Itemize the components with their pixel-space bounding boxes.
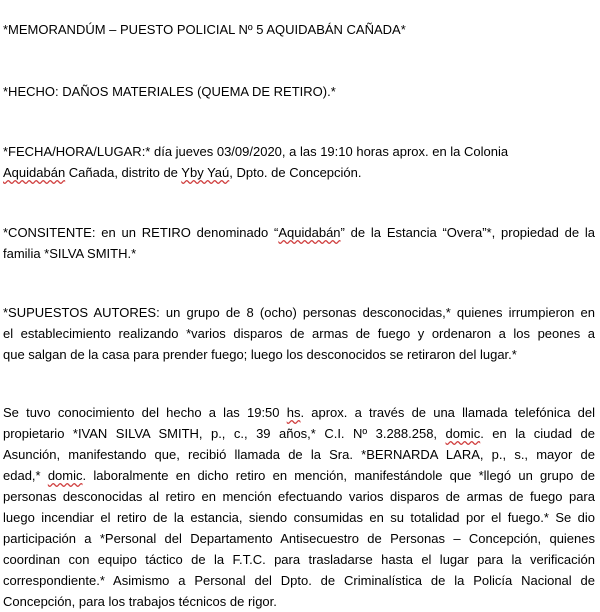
spell-flag-domic-2: domic — [47, 468, 83, 483]
fecha-line-1: *FECHA/HORA/LUGAR:* día jueves 03/09/2020, a las 19:10 horas aprox. en la Colonia — [3, 144, 509, 159]
memo-title — [3, 19, 595, 40]
relato-line-1-c: . aprox. a través de una llamada telefónica del — [300, 405, 595, 420]
fecha-line-2-text-b: , Dpto. de Concepción. — [229, 165, 362, 180]
fecha-line-2 — [3, 162, 595, 183]
consistente-paragraph — [3, 222, 595, 264]
autores-paragraph — [3, 302, 595, 365]
relato-line-9: correspondiente.* Asimismo a Personal del Dpto. de Criminalística de la Policía Nacional de — [3, 573, 595, 588]
autores-line-1: *SUPUESTOS AUTORES: un grupo de 8 (ocho) personas desconocidas,* quienes irrumpieron en — [3, 305, 595, 320]
memo-title-text: *MEMORANDÚM – PUESTO POLICIAL Nº 5 AQUIDABÁN CAÑADA* — [3, 22, 406, 37]
hecho-paragraph — [3, 81, 595, 102]
relato-line-8: coordinan con equipo táctico de la F.T.C. para trasladarse hasta el lugar para la verificación — [3, 552, 595, 567]
hecho-text: *HECHO: DAÑOS MATERIALES (QUEMA DE RETIRO).* — [3, 84, 336, 99]
relato-line-1-a: Se tuvo conocimiento del hecho a las 19:50 — [3, 405, 287, 420]
relato-line-3: Asunción, manifestando que, recibió llamada de la Sra. *BERNARDA LARA, p., s., mayor de — [3, 447, 595, 462]
spell-flag-aquidaban: Aquidabán — [3, 165, 66, 180]
relato-paragraph — [3, 402, 595, 612]
relato-line-2-a: propietario *IVAN SILVA SMITH, p., c., 39 años,* C.I. Nº 3.288.258, — [3, 426, 446, 441]
fecha-line-2-text-a: Cañada, distrito de — [65, 165, 182, 180]
relato-line-5: personas desconocidas al retiro en mención efectuando varios disparos de armas de fuego para — [3, 489, 595, 504]
relato-line-2 — [3, 423, 595, 444]
consistente-line-1-a: *CONSITENTE: en un RETIRO denominado “ — [3, 225, 279, 240]
spell-flag-yby-yau: Yby Yaú — [181, 165, 230, 180]
consistente-line-1-c: ” de la Estancia “Overa”*, propiedad de la — [340, 225, 596, 240]
relato-line-4 — [3, 465, 595, 486]
autores-line-3: que salgan de la casa para prender fuego; luego los desconocidos se retiraron del lugar.* — [3, 347, 517, 362]
relato-line-7: participación a *Personal del Departamento Antisecuestro de Personas – Concepción, quienes — [3, 531, 595, 546]
relato-line-2-c: . en la ciudad de — [480, 426, 596, 441]
relato-line-4-c: . laboralmente en dicho retiro en mención, manifestándole que *llegó un grupo de — [82, 468, 596, 483]
relato-line-6: luego incendiar el retiro de la estancia, siendo consumidas en su totalidad por el fuego.* Se dio — [3, 510, 595, 525]
relato-line-4-a: edad,* — [3, 468, 48, 483]
spell-flag-aquidaban-2: Aquidabán — [278, 225, 341, 240]
spell-flag-domic: domic — [445, 426, 481, 441]
spell-flag-hs: hs — [286, 405, 301, 420]
consistente-line-2: familia *SILVA SMITH.* — [3, 246, 137, 261]
fecha-paragraph — [3, 141, 595, 183]
consistente-line-1 — [3, 222, 595, 243]
autores-line-2: el establecimiento realizando *varios disparos de armas de fuego y ordenaron a los peones a — [3, 326, 595, 341]
relato-line-10: Concepción, para los trabajos técnicos de rigor. — [3, 594, 277, 609]
relato-line-1 — [3, 402, 595, 423]
